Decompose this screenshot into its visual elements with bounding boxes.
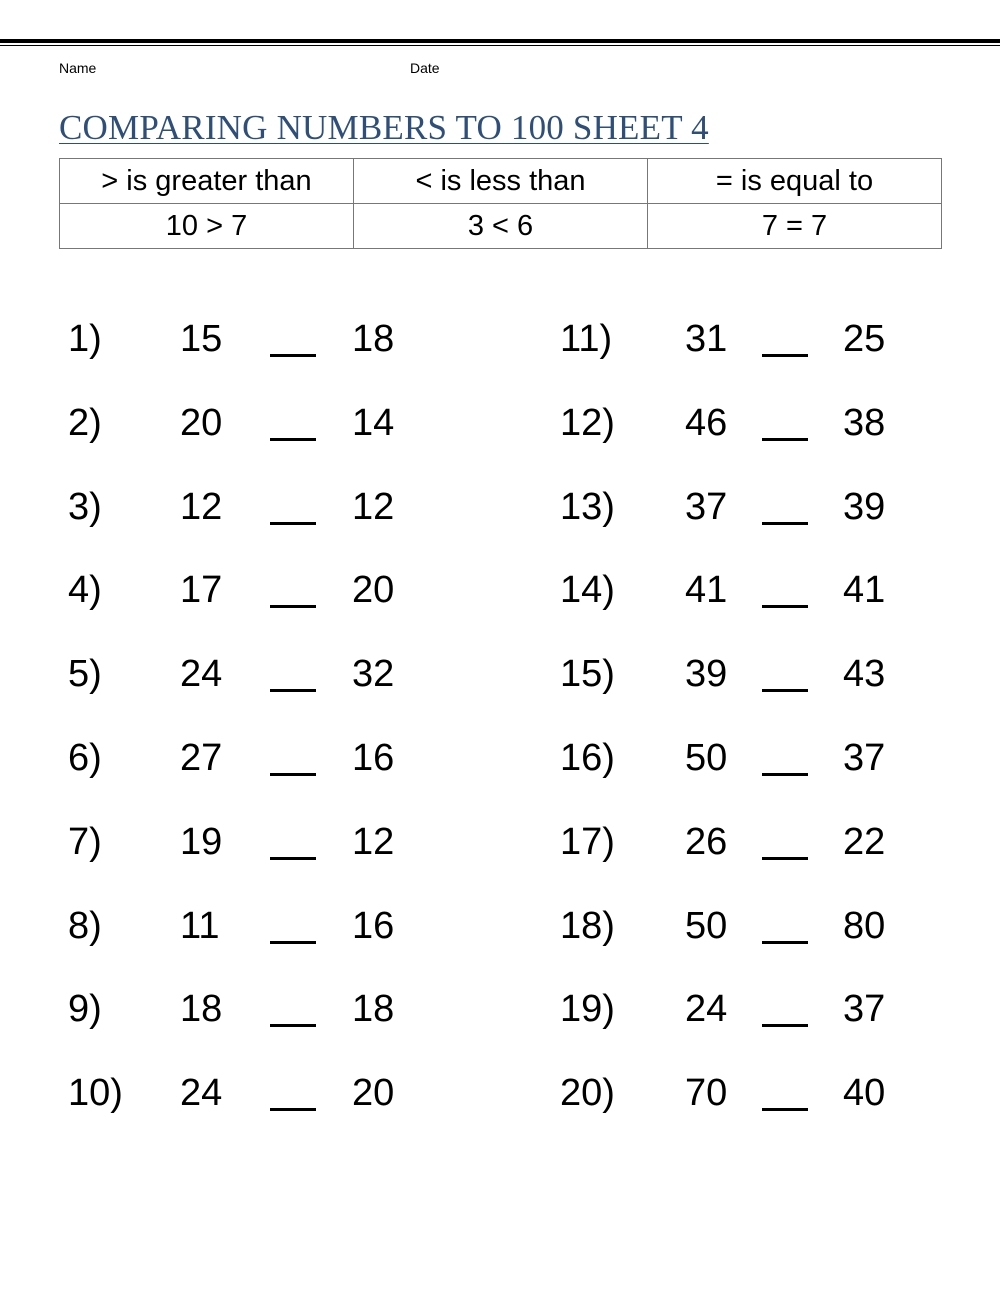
- first-number: 24: [180, 1072, 223, 1115]
- second-number: 18: [352, 988, 395, 1031]
- first-number: 41: [685, 569, 728, 612]
- problem-number: 10): [68, 1072, 123, 1115]
- answer-blank[interactable]: [762, 1024, 808, 1027]
- first-number: 50: [685, 904, 728, 947]
- page-title: COMPARING NUMBERS TO 100 SHEET 4: [59, 108, 709, 147]
- answer-blank[interactable]: [762, 773, 808, 776]
- first-number: 11: [180, 904, 220, 947]
- problem-number: 7): [68, 820, 102, 863]
- first-number: 18: [180, 988, 223, 1031]
- second-number: 43: [843, 653, 886, 696]
- problem-row: [0, 644, 1000, 704]
- second-number: 12: [352, 820, 395, 863]
- key-equal-to: = is equal to: [648, 159, 942, 204]
- problem-number: 13): [560, 485, 615, 528]
- problem-number: 11): [560, 318, 613, 360]
- problem-number: 9): [68, 988, 102, 1031]
- first-number: 37: [685, 485, 728, 528]
- second-number: 37: [843, 737, 886, 779]
- problem-number: 8): [68, 904, 102, 947]
- problem-number: 16): [560, 737, 615, 779]
- symbol-key-table: [59, 158, 942, 249]
- problem-number: 17): [560, 820, 615, 863]
- problem-number: 15): [560, 653, 615, 696]
- key-header-row: [60, 159, 942, 204]
- first-number: 24: [180, 653, 223, 696]
- first-number: 31: [685, 318, 728, 360]
- problem-number: 12): [560, 401, 615, 444]
- key-greater-than: > is greater than: [60, 159, 354, 204]
- second-number: 16: [352, 904, 395, 947]
- first-number: 20: [180, 401, 223, 444]
- answer-blank[interactable]: [762, 689, 808, 692]
- problem-row: [0, 309, 1000, 369]
- problem-row: [0, 560, 1000, 620]
- problem-number: 1): [68, 318, 102, 360]
- second-number: 25: [843, 318, 886, 360]
- key-less-than: < is less than: [354, 159, 648, 204]
- first-number: 50: [685, 737, 728, 779]
- problem-number: 3): [68, 485, 102, 528]
- problem-number: 2): [68, 401, 102, 444]
- date-label: Date: [410, 60, 440, 76]
- problem-row: [0, 393, 1000, 453]
- second-number: 20: [352, 1072, 395, 1115]
- second-number: 12: [352, 485, 395, 528]
- second-number: 37: [843, 988, 886, 1031]
- problem-row: [0, 1063, 1000, 1123]
- problem-row: [0, 896, 1000, 956]
- first-number: 26: [685, 820, 728, 863]
- name-label: Name: [59, 60, 97, 76]
- first-number: 24: [685, 988, 728, 1031]
- answer-blank[interactable]: [762, 857, 808, 860]
- answer-blank[interactable]: [762, 605, 808, 608]
- top-border-thin: [0, 45, 1000, 46]
- second-number: 14: [352, 401, 395, 444]
- problem-row: [0, 979, 1000, 1039]
- problem-row: [0, 728, 1000, 788]
- first-number: 27: [180, 737, 223, 779]
- second-number: 80: [843, 904, 886, 947]
- example-less-than: 3 < 6: [354, 204, 648, 249]
- first-number: 19: [180, 820, 223, 863]
- first-number: 12: [180, 485, 223, 528]
- top-border-thick: [0, 39, 1000, 43]
- first-number: 39: [685, 653, 728, 696]
- second-number: 38: [843, 401, 886, 444]
- second-number: 39: [843, 485, 886, 528]
- problem-number: 20): [560, 1072, 615, 1115]
- example-greater-than: 10 > 7: [60, 204, 354, 249]
- second-number: 16: [352, 737, 395, 779]
- problem-number: 18): [560, 904, 615, 947]
- problem-number: 4): [68, 569, 102, 612]
- problem-number: 19): [560, 988, 615, 1031]
- second-number: 32: [352, 653, 395, 696]
- answer-blank[interactable]: [762, 941, 808, 944]
- example-equal-to: 7 = 7: [648, 204, 942, 249]
- first-number: 46: [685, 401, 728, 444]
- answer-blank[interactable]: [762, 522, 808, 525]
- second-number: 41: [843, 569, 886, 612]
- second-number: 40: [843, 1072, 886, 1115]
- second-number: 18: [352, 318, 395, 360]
- answer-blank[interactable]: [762, 438, 808, 441]
- first-number: 15: [180, 318, 223, 360]
- problem-number: 14): [560, 569, 615, 612]
- second-number: 22: [843, 820, 886, 863]
- first-number: 70: [685, 1072, 728, 1115]
- problem-number: 6): [68, 737, 102, 779]
- problem-row: [0, 812, 1000, 872]
- first-number: 17: [180, 569, 223, 612]
- answer-blank[interactable]: [762, 1108, 808, 1111]
- problem-row: [0, 477, 1000, 537]
- problem-number: 5): [68, 653, 102, 696]
- answer-blank[interactable]: [762, 354, 808, 357]
- second-number: 20: [352, 569, 395, 612]
- key-example-row: [60, 204, 942, 249]
